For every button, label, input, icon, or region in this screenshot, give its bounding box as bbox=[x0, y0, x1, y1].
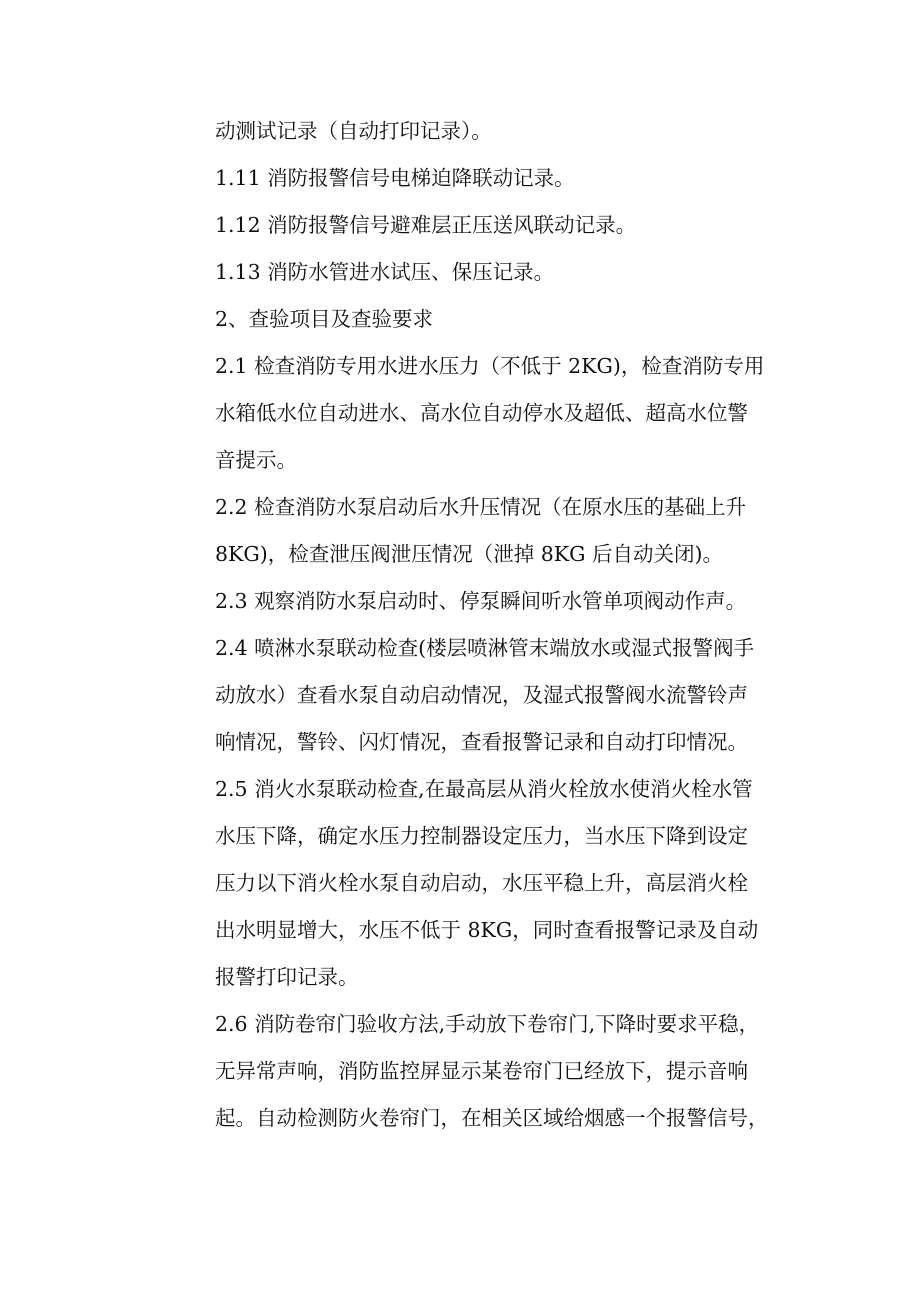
text-line: 水箱低水位自动进水、高水位自动停水及超低、超高水位警 bbox=[215, 401, 748, 425]
text-line: 1.11 消防报警信号电梯迫降联动记录。 bbox=[215, 166, 575, 190]
paragraph-2-4 bbox=[215, 625, 785, 766]
text-line: 1.12 消防报警信号避难层正压送风联动记录。 bbox=[215, 213, 637, 237]
text-line: 出水明显增大，水压不低于 8KG，同时查看报警记录及自动 bbox=[215, 918, 759, 942]
text-line: 音提示。 bbox=[215, 448, 297, 472]
paragraph-2-6 bbox=[215, 1001, 785, 1142]
section-heading-2 bbox=[215, 296, 785, 343]
text-line: 1.13 消防水管进水试压、保压记录。 bbox=[215, 260, 555, 284]
text-line: 2.2 检查消防水泵启动后水升压情况（在原水压的基础上升 bbox=[215, 495, 747, 519]
paragraph-2-2 bbox=[215, 484, 785, 578]
text-line: 2.1 检查消防专用水进水压力（不低于 2KG)，检查消防专用 bbox=[215, 354, 765, 378]
text-line: 2.3 观察消防水泵启动时、停泵瞬间听水管单项阀动作声。 bbox=[215, 589, 747, 613]
paragraph-1-13 bbox=[215, 249, 785, 296]
paragraph-2-3 bbox=[215, 578, 785, 625]
text-line: 2.5 消火水泵联动检查,在最高层从消火栓放水使消火栓水管 bbox=[215, 777, 753, 801]
text-line: 起。自动检测防火卷帘门，在相关区域给烟感一个报警信号， bbox=[215, 1106, 769, 1130]
paragraph-2-1 bbox=[215, 343, 785, 484]
text-line: 动放水）查看水泵自动启动情况，及湿式报警阀水流警铃声 bbox=[215, 683, 748, 707]
paragraph-1-10-continuation bbox=[215, 108, 785, 155]
paragraph-1-11 bbox=[215, 155, 785, 202]
text-line: 动测试记录（自动打印记录）。 bbox=[215, 119, 492, 143]
text-line: 响情况，警铃、闪灯情况，查看报警记录和自动打印情况。 bbox=[215, 730, 748, 754]
text-line: 压力以下消火栓水泵自动启动，水压平稳上升，高层消火栓 bbox=[215, 871, 748, 895]
section-heading: 2、查验项目及查验要求 bbox=[215, 307, 434, 331]
paragraph-2-5 bbox=[215, 766, 785, 1001]
document-body bbox=[215, 108, 785, 1142]
text-line: 2.6 消防卷帘门验收方法,手动放下卷帘门,下降时要求平稳， bbox=[215, 1012, 760, 1036]
text-line: 报警打印记录。 bbox=[215, 965, 359, 989]
paragraph-1-12 bbox=[215, 202, 785, 249]
text-line: 2.4 喷淋水泵联动检查(楼层喷淋管末端放水或湿式报警阀手 bbox=[215, 636, 755, 660]
text-line: 无异常声响，消防监控屏显示某卷帘门已经放下，提示音响 bbox=[215, 1059, 748, 1083]
text-line: 水压下降，确定水压力控制器设定压力，当水压下降到设定 bbox=[215, 824, 748, 848]
text-line: 8KG)，检查泄压阀泄压情况（泄掉 8KG 后自动关闭)。 bbox=[215, 542, 723, 566]
